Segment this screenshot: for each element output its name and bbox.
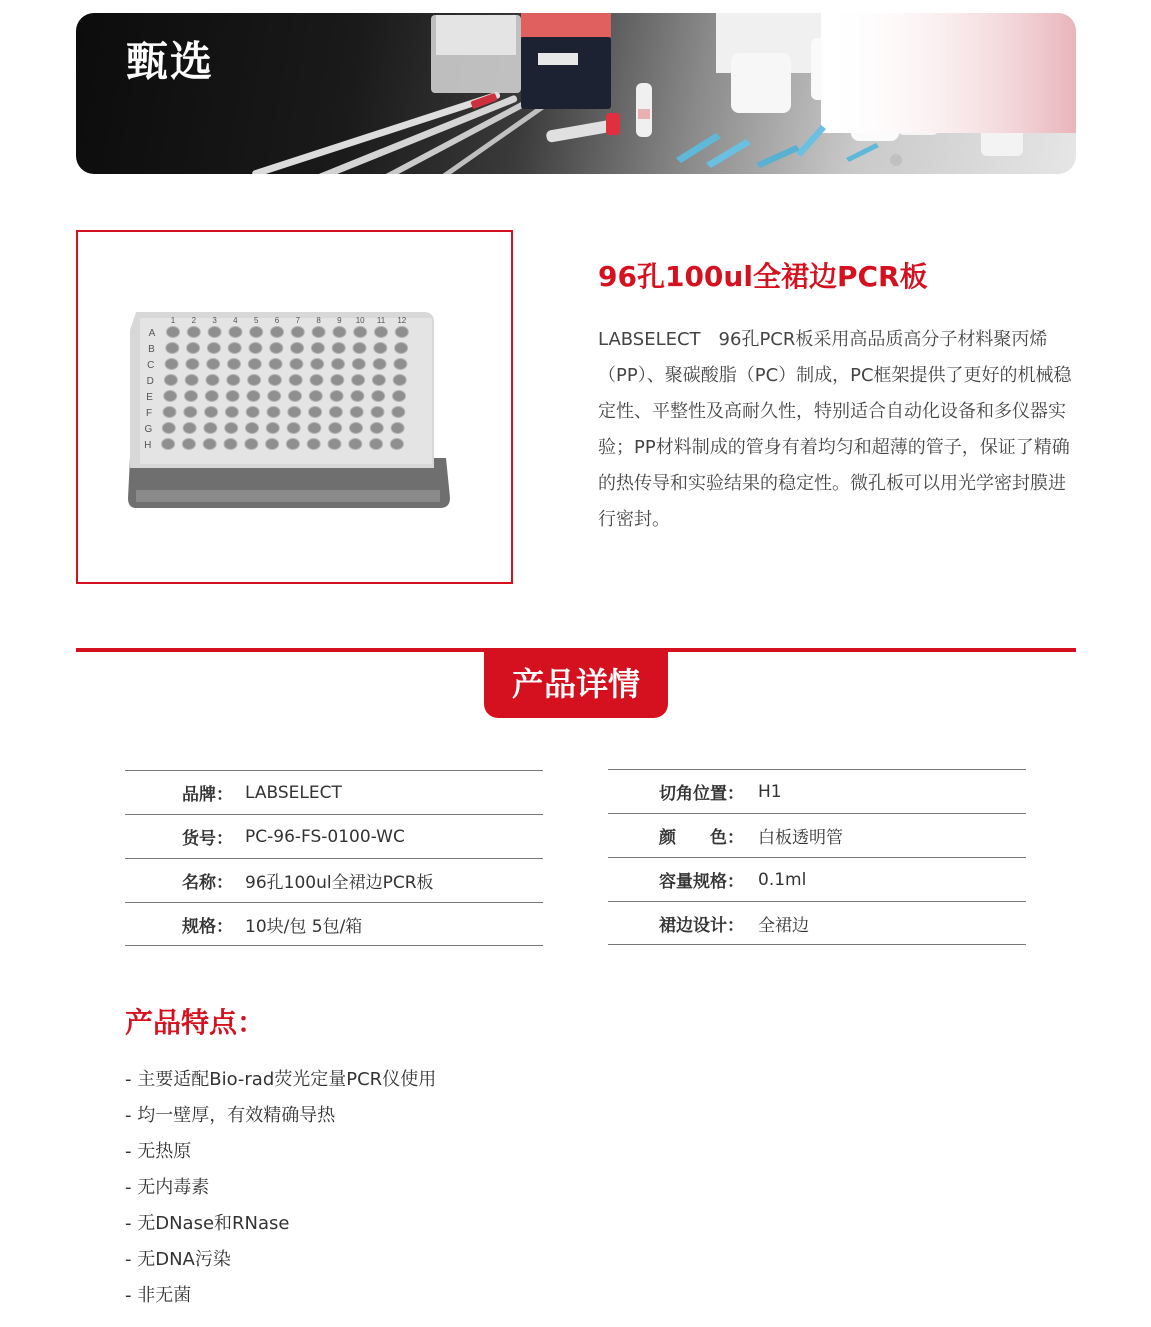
feature-item: - 无热原 (125, 1141, 192, 1162)
features-list (125, 1062, 436, 1314)
plate-well (229, 327, 242, 338)
plate-well (329, 407, 342, 418)
spec-key: 名称： (182, 873, 233, 893)
banner-lab-products-illustration (76, 13, 1076, 174)
spec-value: 10块/包 5包/箱 (245, 916, 363, 937)
plate-well (164, 375, 177, 386)
spec-key: 品牌： (182, 785, 233, 805)
plate-well (375, 327, 388, 338)
plate-well (312, 327, 325, 338)
spec-row-skirt-design (608, 901, 1026, 945)
feature-item: - 主要适配Bio-rad荧光定量PCR仪使用 (125, 1069, 437, 1090)
plate-well (266, 423, 279, 434)
features-title: 产品特点： (125, 1006, 266, 1039)
plate-well (395, 327, 408, 338)
feature-item: - 非无菌 (125, 1285, 192, 1306)
spec-value: 96孔100ul全裙边PCR板 (245, 873, 434, 893)
plate-well (207, 359, 220, 370)
plate-well (286, 439, 299, 450)
plate-well (309, 391, 322, 402)
spec-key: 裙边设计： (659, 915, 744, 936)
plate-well (370, 423, 383, 434)
plate-well (187, 327, 200, 338)
plate-well (183, 423, 196, 434)
spec-table-left (125, 770, 543, 946)
plate-well (184, 407, 197, 418)
plate-well (246, 423, 259, 434)
plate-well (393, 391, 406, 402)
plate-well (287, 423, 300, 434)
plate-column-label: 9 (337, 316, 342, 325)
plate-well (309, 407, 322, 418)
plate-column-label: 5 (253, 316, 259, 325)
plate-row-label: C (147, 360, 155, 371)
plate-well (371, 407, 384, 418)
plate-well (311, 359, 324, 370)
plate-well (289, 375, 302, 386)
plate-well (290, 359, 303, 370)
plate-row-label: A (148, 328, 156, 339)
plate-well (246, 407, 259, 418)
plate-well (185, 375, 198, 386)
plate-well (182, 439, 195, 450)
plate-well (268, 391, 281, 402)
plate-well (249, 343, 262, 354)
plate-well (352, 375, 365, 386)
plate-well (374, 343, 387, 354)
plate-well (163, 407, 176, 418)
plate-well (205, 391, 218, 402)
plate-well (332, 359, 345, 370)
plate-well (245, 439, 258, 450)
plate-well (390, 439, 403, 450)
plate-well (247, 391, 260, 402)
plate-well (269, 359, 282, 370)
spec-value: 白板透明管 (758, 828, 843, 848)
plate-column-label: 4 (233, 316, 238, 325)
spec-row-name (125, 858, 543, 902)
plate-well (395, 343, 408, 354)
plate-well (166, 343, 179, 354)
plate-well (289, 391, 302, 402)
spec-row-capacity (608, 857, 1026, 901)
spec-key: 切角位置： (659, 784, 744, 804)
feature-item: - 无DNase和RNase (125, 1213, 290, 1234)
plate-well (228, 359, 241, 370)
plate-well (268, 375, 281, 386)
plate-well (207, 343, 220, 354)
spec-value: 0.1ml (758, 869, 807, 890)
plate-well (267, 407, 280, 418)
plate-well (370, 439, 383, 450)
plate-well (349, 439, 362, 450)
plate-well (164, 391, 177, 402)
product-description: LABSELECT 96孔PCR板采用高品质高分子材料聚丙烯（PP）、聚碳酸脂（PC）制成，PC框架提供了更好的机械稳定性、平整性及高耐久性，特别适合自动化设备和多仪器实验；PP材料制成的管身有着均匀和超薄的管子，保证了精确的热传导和实验结果的稳定性。微孔板可以用光学密封膜进行密封。 (598, 329, 1072, 530)
feature-item: - 无DNA污染 (125, 1249, 231, 1270)
plate-well (167, 327, 180, 338)
section-title-product-details: 产品详情 (484, 648, 668, 718)
plate-well (270, 343, 283, 354)
plate-well (372, 391, 385, 402)
plate-row-label: F (145, 408, 153, 419)
spec-row-notch-position (608, 769, 1026, 813)
plate-well (162, 423, 175, 434)
product-photo-frame (76, 230, 513, 584)
plate-well (204, 423, 217, 434)
plate-well (311, 343, 324, 354)
plate-well (328, 439, 341, 450)
hero-banner (76, 13, 1076, 174)
plate-well (226, 391, 239, 402)
plate-well (248, 375, 261, 386)
spec-table-right (608, 769, 1026, 945)
plate-column-label: 8 (316, 316, 321, 325)
plate-well (394, 359, 407, 370)
plate-row-label: G (144, 424, 153, 435)
plate-well (228, 343, 241, 354)
spec-key: 容量规格： (659, 872, 744, 892)
plate-row-label: B (148, 344, 155, 355)
plate-well (350, 423, 363, 434)
spec-key: 货号： (182, 829, 233, 849)
plate-column-label: 6 (274, 316, 280, 325)
plate-column-label: 3 (212, 316, 217, 325)
plate-well (308, 423, 321, 434)
plate-well (162, 439, 175, 450)
spec-row-brand (125, 770, 543, 814)
spec-key: 规格： (182, 916, 233, 937)
plate-well (271, 327, 284, 338)
spec-value: 全裙边 (758, 915, 809, 936)
product-title: 96孔100ul全裙边PCR板 (598, 260, 928, 293)
plate-well (354, 327, 367, 338)
plate-well (288, 407, 301, 418)
spec-value: LABSELECT (245, 782, 342, 803)
plate-well (224, 439, 237, 450)
pcr-plate-image (78, 232, 511, 582)
plate-well (225, 423, 238, 434)
plate-well (187, 343, 200, 354)
plate-column-label: 7 (295, 316, 301, 325)
feature-item: - 无内毒素 (125, 1177, 210, 1198)
plate-column-label: 12 (397, 316, 407, 325)
plate-well (266, 439, 279, 450)
plate-row-label: D (146, 376, 154, 387)
plate-well (392, 407, 405, 418)
plate-well (329, 423, 342, 434)
plate-well (208, 327, 221, 338)
feature-item: - 均一壁厚，有效精确导热 (125, 1105, 336, 1126)
plate-well (186, 359, 199, 370)
spec-row-packaging (125, 902, 543, 946)
plate-well (333, 327, 346, 338)
plate-well (350, 407, 363, 418)
plate-well (331, 375, 344, 386)
plate-well (206, 375, 219, 386)
plate-well (248, 359, 261, 370)
plate-well (225, 407, 238, 418)
plate-well (307, 439, 320, 450)
plate-column-label: 11 (376, 316, 386, 325)
plate-well (165, 359, 178, 370)
plate-row-label: H (144, 440, 152, 451)
plate-well (291, 327, 304, 338)
plate-well (351, 391, 364, 402)
plate-well (393, 375, 406, 386)
plate-column-label: 1 (170, 316, 176, 325)
plate-well (185, 391, 198, 402)
plate-well (250, 327, 263, 338)
plate-well (352, 359, 365, 370)
plate-well (353, 343, 366, 354)
plate-well (391, 423, 404, 434)
plate-well (310, 375, 323, 386)
plate-well (205, 407, 218, 418)
spec-key: 颜 色： (659, 828, 744, 848)
spec-value: PC-96-FS-0100-WC (245, 826, 405, 847)
plate-well (203, 439, 216, 450)
spec-value: H1 (758, 781, 782, 802)
plate-well (291, 343, 304, 354)
plate-row-label: E (146, 392, 153, 403)
plate-well (332, 343, 345, 354)
banner-brand-title: 甄选 (126, 37, 215, 86)
spec-row-item-number (125, 814, 543, 858)
plate-well (373, 359, 386, 370)
plate-column-label: 2 (191, 316, 197, 325)
spec-row-color (608, 813, 1026, 857)
plate-column-label: 10 (355, 316, 365, 325)
plate-well (330, 391, 343, 402)
plate-well (372, 375, 385, 386)
plate-well (227, 375, 240, 386)
